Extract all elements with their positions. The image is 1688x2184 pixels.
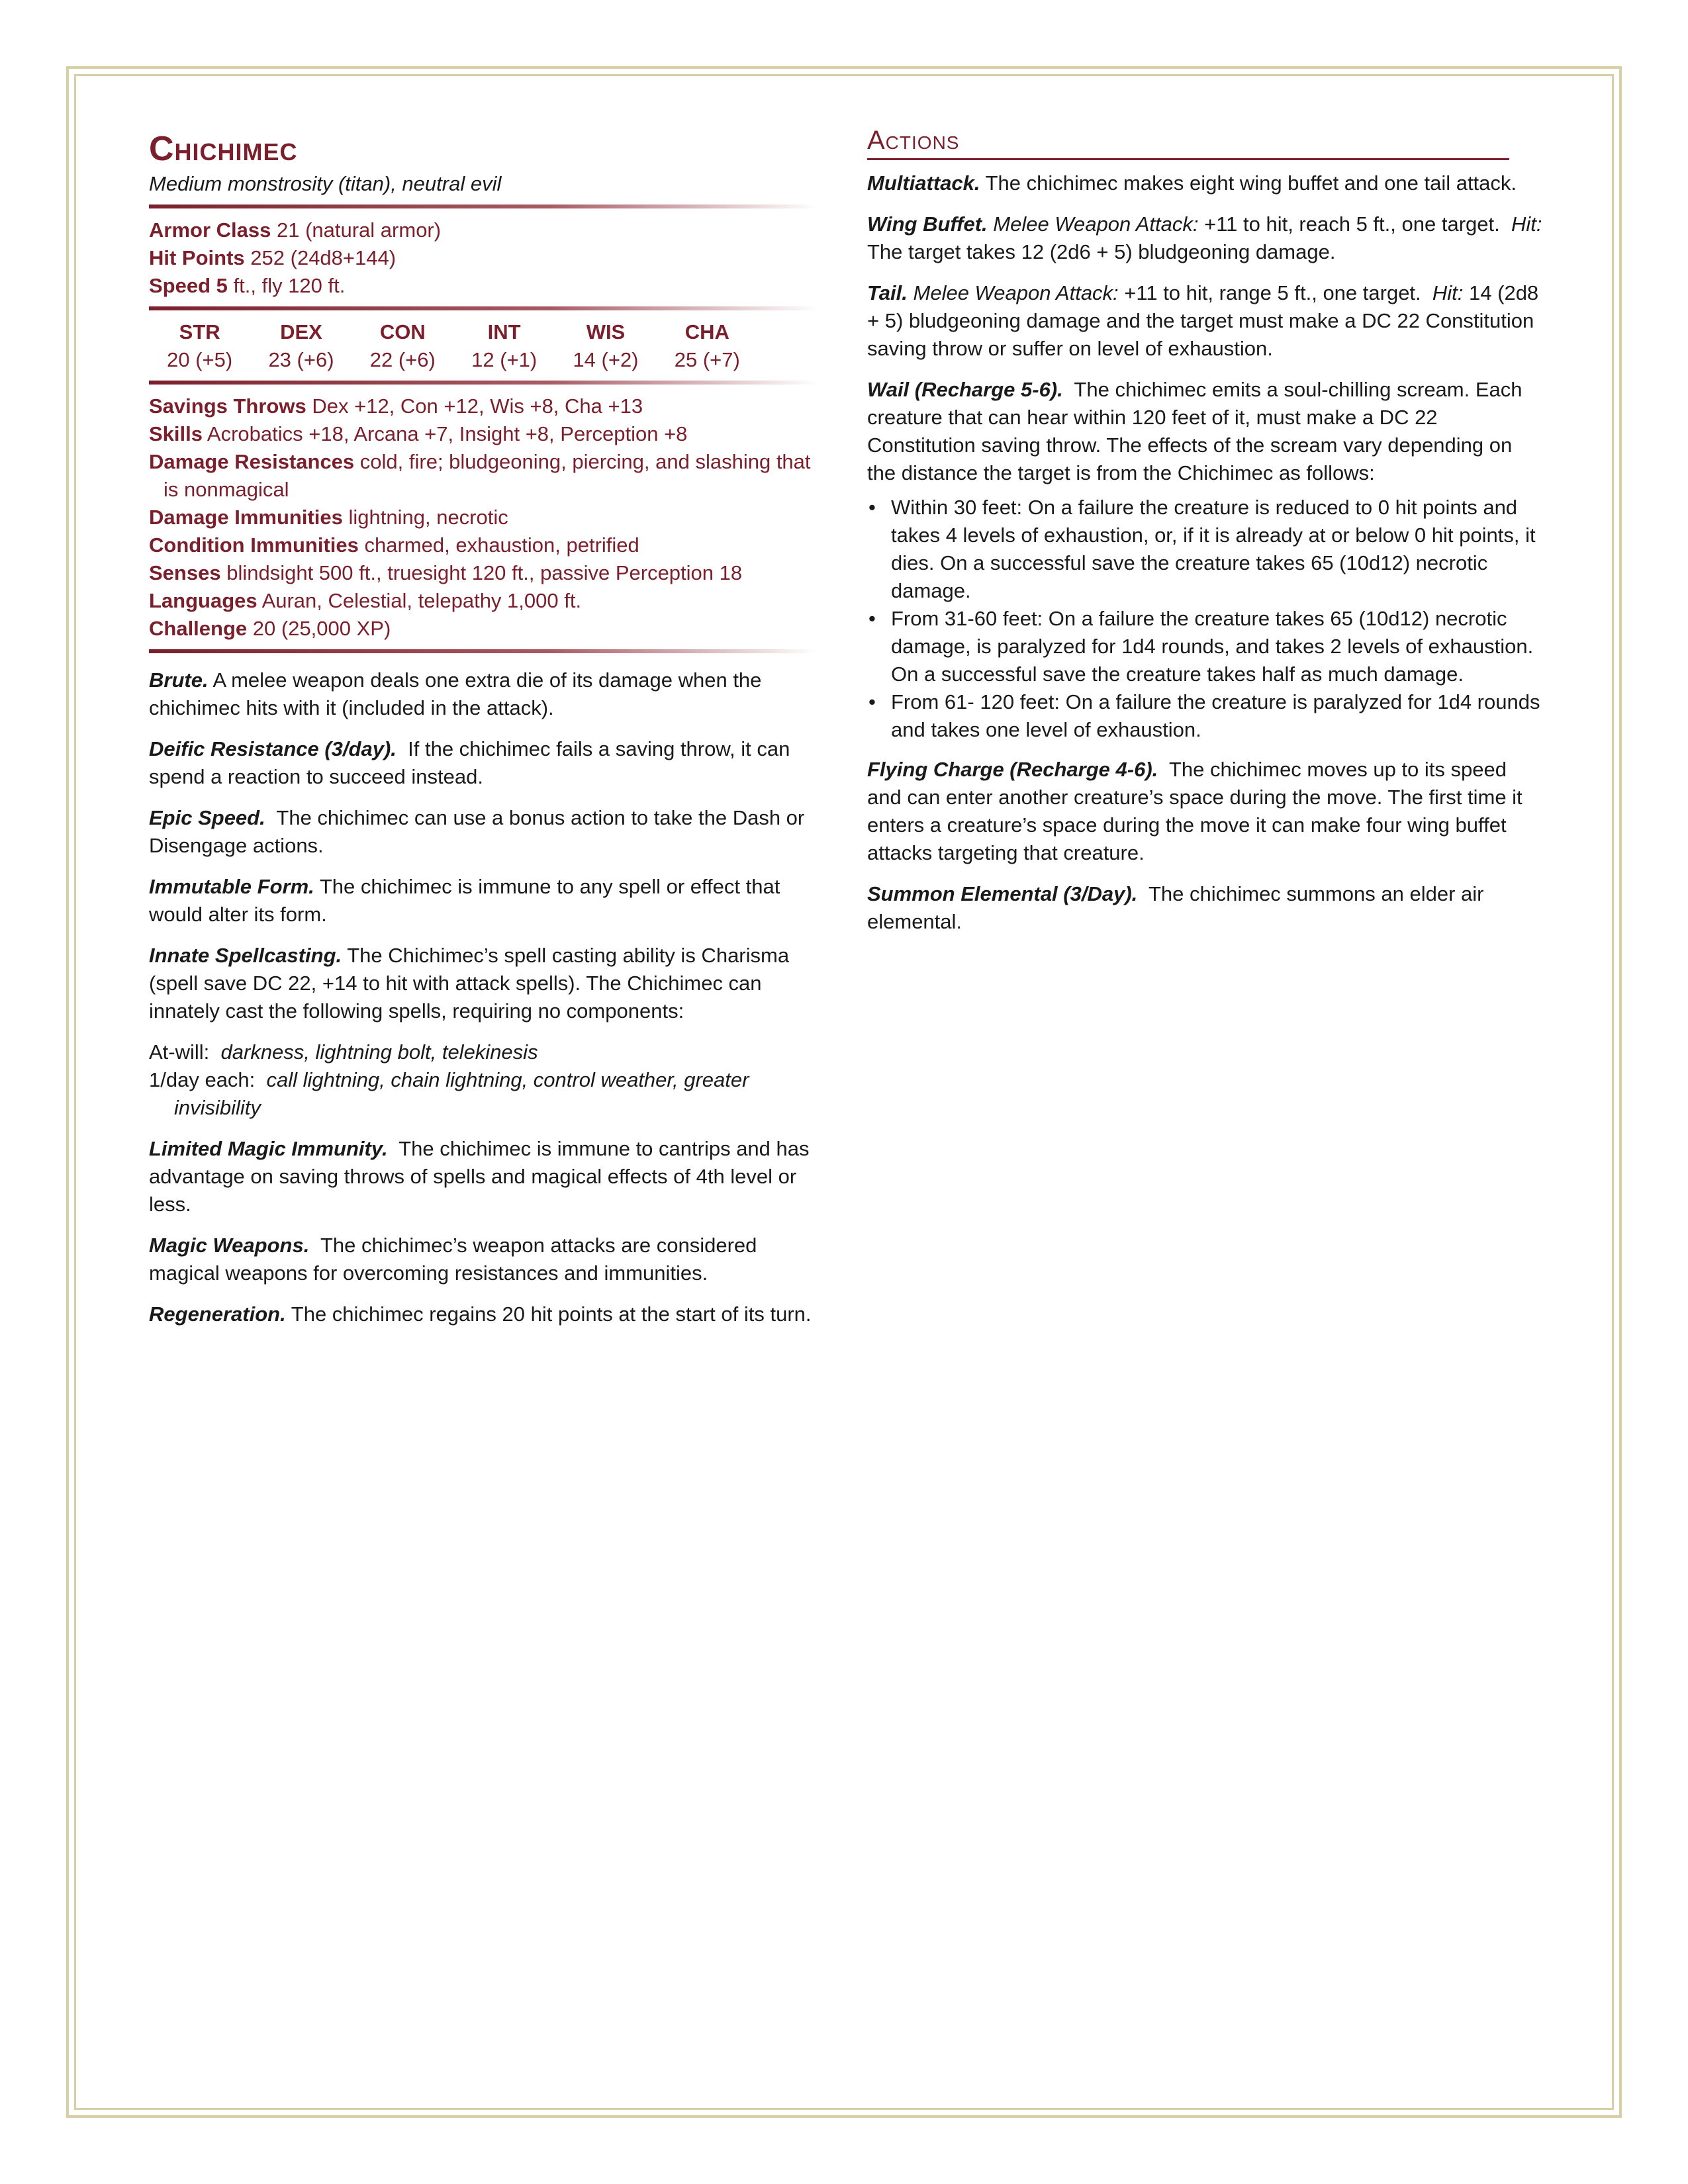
ability-cha: CHA 25 (+7) <box>674 320 740 371</box>
action-wing-buffet: Wing Buffet. Melee Weapon Attack: +11 to hit, reach 5 ft., one target. Hit: The target takes 12 (2d6 + 5) bludgeoning damage. <box>867 212 1542 263</box>
condition-immunities: Condition Immunities charmed, exhaustion, petrified <box>149 533 639 557</box>
action-multiattack: Multiattack. The chichimec makes eight wing buffet and one tail attack. <box>867 171 1517 195</box>
monster-name: Chichimec <box>149 130 298 168</box>
damage-resistances: Damage Resistances cold, fire; bludgeoning, piercing, and slashing that is nonmagical <box>149 450 811 501</box>
hit-points: Hit Points 252 (24d8+144) <box>149 246 397 269</box>
action-wail: Wail (Recharge 5-6). The chichimec emits a soul-chilling scream. Each creature that can hear within 120 feet of it, must make a DC 22 Constitution saving throw. The effects of the scream vary depending on the distance the target is from the Chichimec as follows: <box>867 378 1523 484</box>
trait-magic-weapons: Magic Weapons. The chichimec’s weapon attacks are considered magical weapons for overcoming resistances and immunities. <box>149 1234 757 1285</box>
ability-int: INT 12 (+1) <box>471 320 538 371</box>
languages: Languages Auran, Celestial, telepathy 1,000 ft. <box>149 589 582 612</box>
spell-line-1-day: 1/day each: call lightning, chain lightning, control weather, greater invisibility <box>149 1068 749 1119</box>
divider <box>149 205 818 208</box>
ability-scores <box>149 318 758 374</box>
senses: Senses blindsight 500 ft., truesight 120 ft., passive Perception 18 <box>149 561 743 584</box>
trait-deific-resistance: Deific Resistance (3/day). If the chichimec fails a saving throw, it can spend a reaction to succeed instead. <box>149 737 790 788</box>
action-summon-elemental: Summon Elemental (3/Day). The chichimec summons an elder air elemental. <box>867 882 1484 933</box>
ability-str: STR 20 (+5) <box>167 320 233 371</box>
stat-block <box>149 122 818 1342</box>
divider <box>149 649 818 653</box>
ability-dex: DEX 23 (+6) <box>268 320 334 371</box>
ability-wis: WIS 14 (+2) <box>573 320 639 371</box>
divider <box>149 306 818 310</box>
speed: Speed 5 ft., fly 120 ft. <box>149 274 346 297</box>
monster-type: Medium monstrosity (titan), neutral evil <box>149 172 502 195</box>
trait-innate-spellcasting: Innate Spellcasting. The Chichimec’s spell casting ability is Charisma (spell save DC 22, +14 to hit with attack spells). The Chichimec can innately cast the following spells, requiring no components: <box>149 944 790 1023</box>
skills: Skills Acrobatics +18, Arcana +7, Insight +8, Perception +8 <box>149 422 688 445</box>
saving-throws: Savings Throws Dex +12, Con +12, Wis +8, Cha +13 <box>149 394 643 418</box>
list-item: • From 61- 120 feet: On a failure the creature is paralyzed for 1d4 rounds and takes one level of exhaustion. <box>891 688 1542 744</box>
ability-con: CON 22 (+6) <box>369 320 436 371</box>
trait-epic-speed: Epic Speed. The chichimec can use a bonus action to take the Dash or Disengage actions. <box>149 806 805 857</box>
action-tail: Tail. Melee Weapon Attack: +11 to hit, range 5 ft., one target. Hit: 14 (2d8 + 5) bludgeoning damage and the target must make a DC 22 Constitution saving throw or suffer on level of exhaustion. <box>867 281 1539 360</box>
trait-immutable-form: Immutable Form. The chichimec is immune to any spell or effect that would alter its form. <box>149 875 780 926</box>
trait-brute: Brute. A melee weapon deals one extra die of its damage when the chichimec hits with it (included in the attack). <box>149 668 762 719</box>
list-item: • Within 30 feet: On a failure the creature is reduced to 0 hit points and takes 4 levels of exhaustion, or, if it is already at or below 0 hit points, it dies. On a successful save the creature takes 65 (10d12) necrotic damage. <box>891 494 1542 605</box>
trait-regeneration: Regeneration. The chichimec regains 20 hit points at the start of its turn. <box>149 1302 812 1326</box>
divider <box>149 381 818 385</box>
spell-line-at-will: At-will: darkness, lightning bolt, telekinesis <box>149 1040 538 1064</box>
spell-list <box>149 1038 818 1122</box>
wail-effects-list <box>867 494 1542 744</box>
actions-section <box>867 122 1542 949</box>
trait-limited-magic-immunity: Limited Magic Immunity. The chichimec is immune to cantrips and has advantage on saving throws of spells and magical effects of 4th level or less. <box>149 1137 810 1216</box>
armor-class: Armor Class 21 (natural armor) <box>149 218 442 242</box>
actions-heading: Actions <box>867 122 1509 160</box>
challenge: Challenge 20 (25,000 XP) <box>149 617 391 640</box>
action-flying-charge: Flying Charge (Recharge 4-6). The chichimec moves up to its speed and can enter another creature’s space during the move. The first time it enters a creature’s space during the move it can make four wing buffet attacks targeting that creature. <box>867 758 1523 864</box>
list-item: • From 31-60 feet: On a failure the creature takes 65 (10d12) necrotic damage, is paralyzed for 1d4 rounds, and takes 2 levels of exhaustion. On a successful save the creature takes half as much damage. <box>891 605 1542 688</box>
damage-immunities: Damage Immunities lightning, necrotic <box>149 506 508 529</box>
